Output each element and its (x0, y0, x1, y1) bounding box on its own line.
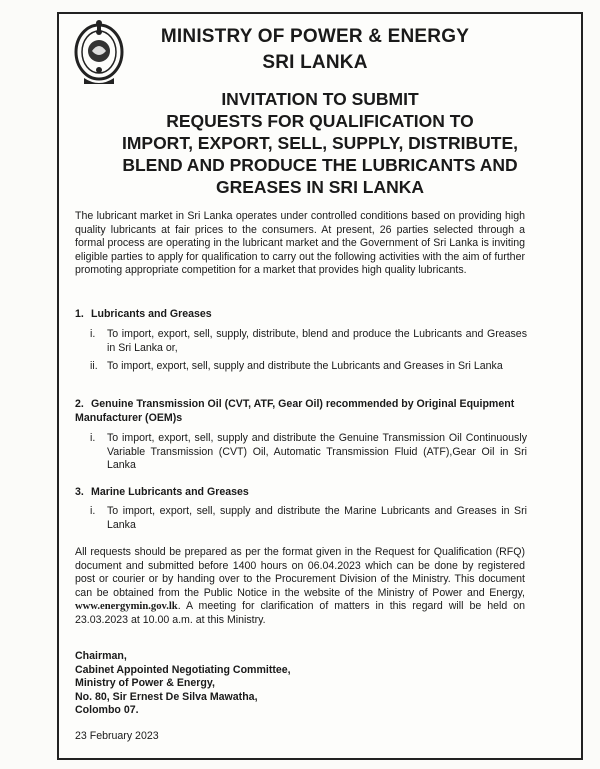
signature-line: No. 80, Sir Ernest De Silva Mawatha, (75, 690, 258, 703)
closing-text: . A meeting for clarification of matters in this regard will be held on 23.03.2023 at 10.00 a.m. at this Ministry. (75, 600, 525, 626)
signature-block (75, 650, 475, 718)
signature-line: Cabinet Appointed Negotiating Committee, (75, 663, 291, 676)
item-numeral: i. (90, 432, 96, 444)
signature-line: Chairman, (75, 650, 127, 662)
notice-date: 23 February 2023 (75, 730, 159, 742)
title-line: BLEND AND PRODUCE THE LUBRICANTS AND (122, 155, 518, 175)
notice-title (66, 88, 574, 198)
item-numeral: i. (90, 505, 96, 517)
section-number: 3. (75, 486, 84, 498)
item-numeral: i. (90, 328, 96, 340)
sri-lanka-emblem-icon (72, 18, 126, 90)
title-line: REQUESTS FOR QUALIFICATION TO (166, 111, 474, 131)
ministry-name: MINISTRY OF POWER & ENERGY (160, 26, 470, 47)
ministry-heading (130, 24, 500, 76)
item-numeral: ii. (90, 360, 98, 372)
item-text: To import, export, sell, supply and distribute the Genuine Transmission Oil Continuously Variable Transmission (CVT) Oil, Automatic Transmission Fluid (ATF),Gear Oil in Sri Lanka (107, 432, 527, 471)
section-number: 1. (75, 308, 84, 320)
section-number: 2. (75, 398, 84, 410)
closing-paragraph (75, 546, 525, 627)
title-line: INVITATION TO SUBMIT (221, 89, 419, 109)
section-title: Marine Lubricants and Greases (91, 486, 249, 498)
section-heading (75, 308, 525, 322)
website-link[interactable]: www.energymin.gov.lk (75, 601, 178, 612)
list-item (90, 432, 527, 473)
intro-paragraph: The lubricant market in Sri Lanka operates under controlled conditions based on providing high quality lubricants at fair prices to the consumers. At present, 26 parties selected through a formal process are operating in the lubricant market and the Government of Sri Lanka is inviting eligible parties to apply for qualification to carry out the following activities with the aim of further promoting appropriate competition for a market that provides high quality lubricants. (75, 210, 525, 276)
section-title: Genuine Transmission Oil (CVT, ATF, Gear Oil) recommended by Original Equipment Manufacturer (OEM)s (75, 398, 515, 424)
section-heading (75, 398, 515, 425)
title-line: IMPORT, EXPORT, SELL, SUPPLY, DISTRIBUTE, (121, 133, 519, 153)
item-text: To import, export, sell, supply and distribute the Marine Lubricants and Greases in Sri Lanka (107, 505, 527, 531)
list-item (90, 360, 527, 374)
signature-line: Ministry of Power & Energy, (75, 677, 215, 689)
title-line: GREASES IN SRI LANKA (215, 177, 425, 197)
section-title: Lubricants and Greases (91, 308, 212, 320)
list-item (90, 328, 527, 355)
signature-line: Colombo 07. (75, 704, 139, 716)
section-heading (75, 486, 525, 500)
list-item (90, 505, 527, 532)
closing-text: All requests should be prepared as per the format given in the Request for Qualification (RFQ) document and submitted before 1400 hours on 06.04.2023 which can be done by registered post or courier or by handing over to the Procurement Division of the Ministry. This document can be obtained from the Public Notice in the website of the Ministry of Power and Energy, (75, 546, 525, 599)
item-text: To import, export, sell, supply and distribute the Lubricants and Greases in Sri Lanka (107, 360, 503, 372)
item-text: To import, export, sell, supply, distribute, blend and produce the Lubricants and Greases in Sri Lanka or, (107, 328, 527, 354)
country-name: SRI LANKA (262, 52, 368, 73)
